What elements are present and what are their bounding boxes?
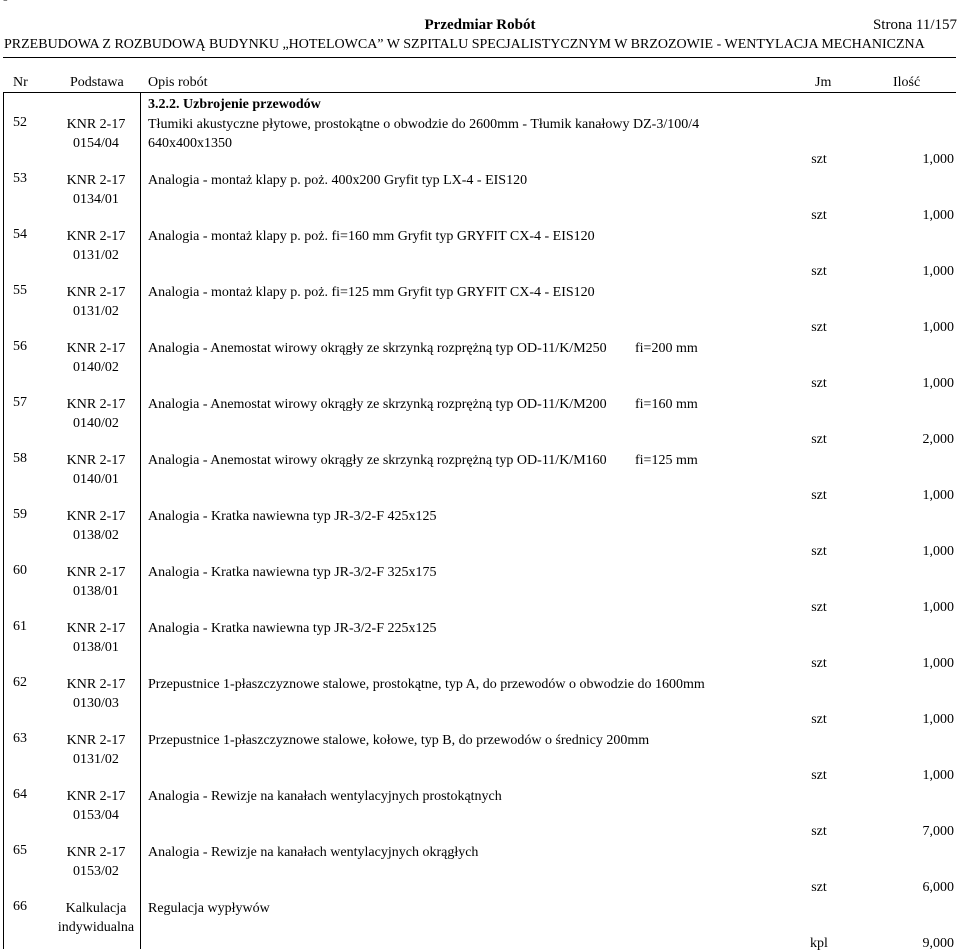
row-description — [148, 339, 788, 358]
row-basis — [56, 171, 136, 209]
table-header-rule — [3, 92, 956, 93]
row-basis-line: 0134/01 — [73, 192, 119, 207]
row-unit: szt — [811, 656, 827, 671]
row-description — [148, 283, 788, 302]
row-number: 64 — [13, 787, 27, 802]
row-quantity: 1,000 — [922, 152, 954, 167]
row-description-line: Analogia - Anemostat wirowy okrągły ze skrzynką rozprężną typ OD-11/K/M160 — [148, 453, 607, 468]
column-header-ilosc: Ilość — [893, 75, 921, 90]
column-header-nr: Nr — [13, 75, 28, 90]
row-basis-line: KNR 2-17 — [66, 565, 126, 580]
row-basis-line: KNR 2-17 — [66, 229, 126, 244]
row-basis — [56, 227, 136, 265]
row-basis — [56, 731, 136, 769]
row-description-line: Analogia - Rewizje na kanałach wentylacyjnych okrągłych — [148, 845, 479, 860]
row-description-line: Analogia - Anemostat wirowy okrągły ze skrzynką rozprężną typ OD-11/K/M250 — [148, 341, 607, 356]
row-number: 57 — [13, 395, 27, 410]
row-basis-line: 0154/04 — [73, 136, 119, 151]
row-basis-line: 0140/02 — [73, 416, 119, 431]
row-number: 60 — [13, 563, 27, 578]
row-quantity: 7,000 — [922, 824, 954, 839]
row-number: 61 — [13, 619, 27, 634]
row-basis-line: 0138/01 — [73, 640, 119, 655]
row-basis — [56, 115, 136, 153]
row-description — [148, 395, 788, 414]
row-description-line: Tłumiki akustyczne płytowe, prostokątne o obwodzie do 2600mm - Tłumik kanałowy DZ-3/100/4 — [148, 117, 700, 132]
row-basis — [56, 283, 136, 321]
row-unit: szt — [811, 544, 827, 559]
page-number: Strona 11/157 — [872, 17, 957, 33]
row-number: 54 — [13, 227, 27, 242]
row-basis-line: Kalkulacja — [65, 901, 127, 916]
row-basis-line: 0153/04 — [73, 808, 119, 823]
row-description — [148, 563, 788, 582]
row-basis — [56, 339, 136, 377]
row-quantity: 1,000 — [922, 488, 954, 503]
row-number: 56 — [13, 339, 27, 354]
row-description — [148, 899, 788, 918]
row-basis-line: 0153/02 — [73, 864, 119, 879]
row-number: 52 — [13, 115, 27, 130]
row-basis-line: 0131/02 — [73, 304, 119, 319]
row-basis — [56, 787, 136, 825]
row-basis-line: 0131/02 — [73, 248, 119, 263]
project-title: PRZEBUDOWA Z ROZBUDOWĄ BUDYNKU „HOTELOWCA” W SZPITALU SPECJALISTYCZNYM W BRZOZOWIE - WENTYLACJA MECHANICZNA — [4, 37, 925, 52]
row-basis — [56, 563, 136, 601]
row-description — [148, 227, 788, 246]
row-unit: szt — [811, 376, 827, 391]
row-unit: szt — [811, 208, 827, 223]
table-border-left — [3, 92, 4, 949]
row-basis-line: KNR 2-17 — [66, 509, 126, 524]
row-description-line: 640x400x1350 — [148, 136, 232, 151]
row-unit: szt — [811, 824, 827, 839]
corner-mark — [3, 0, 8, 8]
row-number: 66 — [13, 899, 27, 914]
row-description-line: Analogia - Kratka nawiewna typ JR-3/2-F 225x125 — [148, 621, 437, 636]
row-description — [148, 115, 788, 153]
row-quantity: 9,000 — [922, 936, 954, 951]
row-basis-line: 0140/01 — [73, 472, 119, 487]
header-rule — [3, 57, 956, 58]
row-basis-line: KNR 2-17 — [66, 621, 126, 636]
row-description-line: Analogia - montaż klapy p. poż. 400x200 Gryfit typ LX-4 - EIS120 — [148, 173, 528, 188]
table-column-divider — [140, 92, 141, 949]
row-description-line: Analogia - Kratka nawiewna typ JR-3/2-F 325x175 — [148, 565, 437, 580]
column-header-podstawa: Podstawa — [70, 75, 124, 90]
section-title: 3.2.2. Uzbrojenie przewodów — [148, 97, 321, 112]
row-description — [148, 787, 788, 806]
row-description-line: Analogia - montaż klapy p. poż. fi=125 mm Gryfit typ GRYFIT CX-4 - EIS120 — [148, 285, 595, 300]
row-basis-line: KNR 2-17 — [66, 341, 126, 356]
column-header-opis: Opis robót — [148, 75, 208, 90]
row-basis-line: KNR 2-17 — [66, 733, 126, 748]
row-description-line: Przepustnice 1-płaszczyznowe stalowe, kołowe, typ B, do przewodów o średnicy 200mm — [148, 733, 650, 748]
row-description-line: Analogia - Anemostat wirowy okrągły ze skrzynką rozprężną typ OD-11/K/M200 — [148, 397, 607, 412]
row-basis-line: KNR 2-17 — [66, 845, 126, 860]
row-number: 62 — [13, 675, 27, 690]
row-basis-line: KNR 2-17 — [66, 117, 126, 132]
row-number: 53 — [13, 171, 27, 186]
row-unit: szt — [811, 264, 827, 279]
row-basis-line: KNR 2-17 — [66, 397, 126, 412]
row-basis — [56, 619, 136, 657]
row-description-line: Analogia - Kratka nawiewna typ JR-3/2-F 425x125 — [148, 509, 437, 524]
row-basis-line: KNR 2-17 — [66, 285, 126, 300]
column-header-jm: Jm — [815, 75, 832, 90]
row-quantity: 1,000 — [922, 320, 954, 335]
row-quantity: 2,000 — [922, 432, 954, 447]
row-basis-line: 0140/02 — [73, 360, 119, 375]
row-quantity: 6,000 — [922, 880, 954, 895]
row-unit: szt — [811, 880, 827, 895]
row-unit: szt — [811, 432, 827, 447]
row-basis — [56, 451, 136, 489]
row-unit: szt — [811, 152, 827, 167]
document-title: Przedmiar Robót — [424, 17, 536, 33]
row-quantity: 1,000 — [922, 768, 954, 783]
row-number: 58 — [13, 451, 27, 466]
row-quantity: 1,000 — [922, 712, 954, 727]
row-basis — [56, 395, 136, 433]
row-description — [148, 619, 788, 638]
row-basis-line: 0138/02 — [73, 528, 119, 543]
row-basis-line: KNR 2-17 — [66, 677, 126, 692]
row-description — [148, 171, 788, 190]
row-basis — [56, 843, 136, 881]
row-description-line: Analogia - montaż klapy p. poż. fi=160 mm Gryfit typ GRYFIT CX-4 - EIS120 — [148, 229, 595, 244]
row-quantity: 1,000 — [922, 376, 954, 391]
row-unit: szt — [811, 320, 827, 335]
row-number: 65 — [13, 843, 27, 858]
row-description — [148, 507, 788, 526]
row-number: 55 — [13, 283, 27, 298]
row-unit: szt — [811, 488, 827, 503]
row-description-line: Przepustnice 1-płaszczyznowe stalowe, prostokątne, typ A, do przewodów o obwodzie do 1600mm — [148, 677, 705, 692]
row-basis-line: KNR 2-17 — [66, 789, 126, 804]
row-number: 59 — [13, 507, 27, 522]
row-quantity: 1,000 — [922, 544, 954, 559]
row-number: 63 — [13, 731, 27, 746]
row-unit: szt — [811, 768, 827, 783]
row-description-diameter: fi=125 mm — [635, 453, 698, 468]
row-quantity: 1,000 — [922, 208, 954, 223]
row-basis-line: 0131/02 — [73, 752, 119, 767]
row-quantity: 1,000 — [922, 264, 954, 279]
row-basis — [56, 507, 136, 545]
row-description-line: Regulacja wypływów — [148, 901, 270, 916]
row-basis — [56, 675, 136, 713]
row-description — [148, 843, 788, 862]
row-description-diameter: fi=200 mm — [635, 341, 698, 356]
row-basis-line: 0130/03 — [73, 696, 119, 711]
row-basis-line: 0138/01 — [73, 584, 119, 599]
row-basis — [56, 899, 136, 937]
row-unit: kpl — [810, 936, 828, 951]
row-description-line: Analogia - Rewizje na kanałach wentylacyjnych prostokątnych — [148, 789, 502, 804]
row-description — [148, 451, 788, 470]
row-basis-line: KNR 2-17 — [66, 453, 126, 468]
row-description — [148, 731, 788, 750]
row-description — [148, 675, 788, 694]
row-description-diameter: fi=160 mm — [635, 397, 698, 412]
row-basis-line: KNR 2-17 — [66, 173, 126, 188]
row-quantity: 1,000 — [922, 600, 954, 615]
row-unit: szt — [811, 712, 827, 727]
row-basis-line: indywidualna — [57, 920, 135, 935]
row-unit: szt — [811, 600, 827, 615]
row-quantity: 1,000 — [922, 656, 954, 671]
